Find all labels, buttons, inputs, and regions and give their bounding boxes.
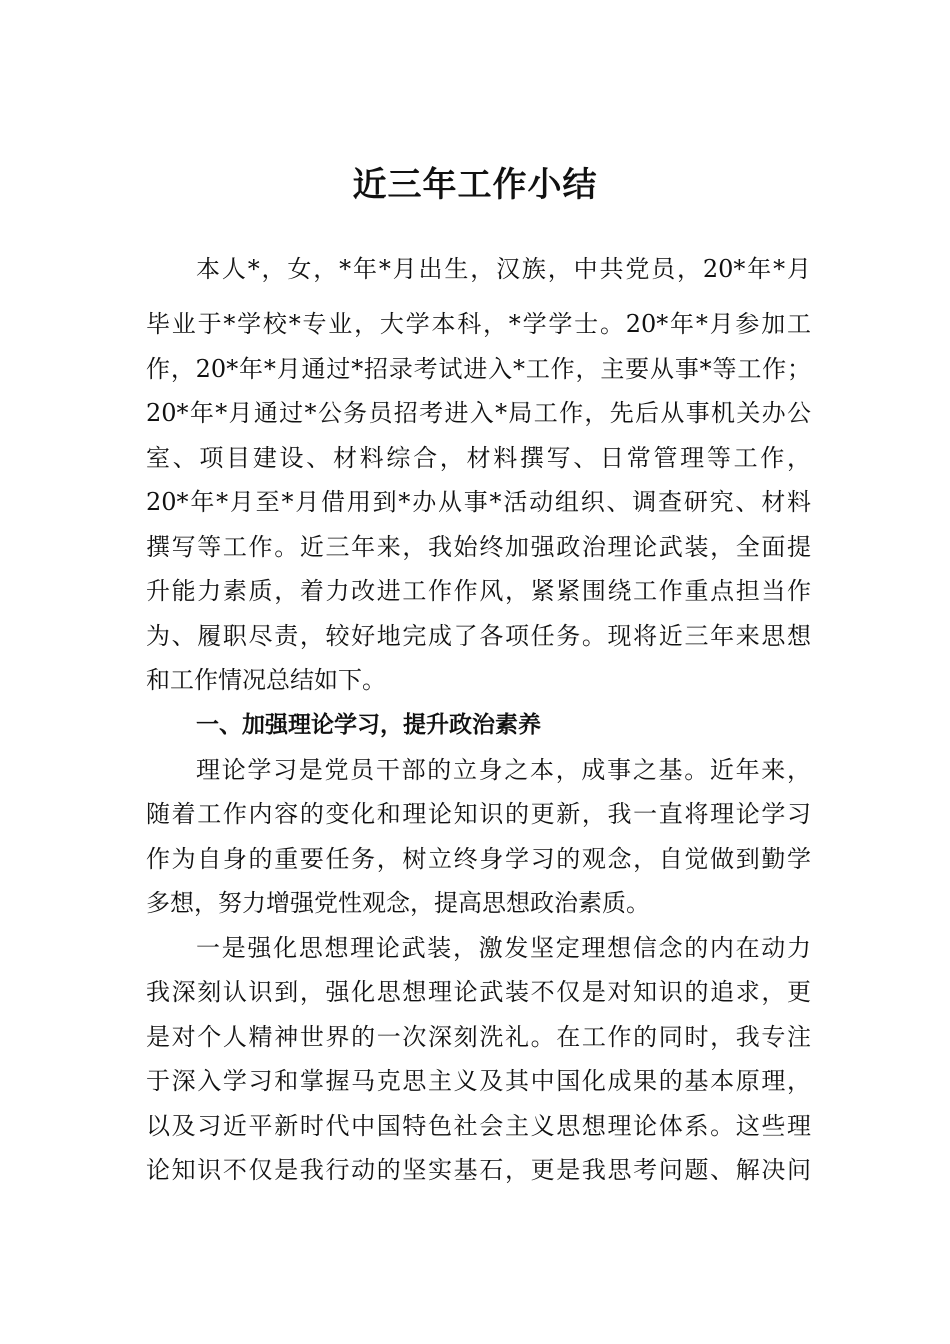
paragraph-line: 随着工作内容的变化和理论知识的更新，我一直将理论学习: [146, 800, 811, 828]
paragraph-line: 于深入学习和掌握马克思主义及其中国化成果的基本原理，: [146, 1067, 811, 1095]
paragraph-line: 论知识不仅是我行动的坚实基石，更是我思考问题、解决问: [146, 1156, 811, 1184]
paragraph-line: 20*年*月通过*公务员招考进入*局工作，先后从事机关办公: [146, 399, 811, 427]
paragraph-line: 是对个人精神世界的一次深刻洗礼。在工作的同时，我专注: [146, 1023, 811, 1051]
paragraph-line: 理论学习是党员干部的立身之本，成事之基。近年来，: [196, 756, 811, 784]
paragraph-line: 多想，努力增强党性观念，提高思想政治素质。: [146, 889, 650, 917]
paragraph-line: 和工作情况总结如下。: [146, 666, 386, 694]
section-heading: 一、加强理论学习，提升政治素养: [196, 712, 541, 738]
paragraph-line: 一是强化思想理论武装，激发坚定理想信念的内在动力: [196, 934, 811, 962]
paragraph-line: 室、项目建设、材料综合，材料撰写、日常管理等工作，: [146, 444, 811, 472]
paragraph-line: 以及习近平新时代中国特色社会主义思想理论体系。这些理: [146, 1112, 811, 1140]
paragraph-line: 20*年*月至*月借用到*办从事*活动组织、调查研究、材料: [146, 488, 811, 516]
paragraph-line: 撰写等工作。近三年来，我始终加强政治理论武装，全面提: [146, 533, 811, 561]
paragraph-line: 升能力素质，着力改进工作作风，紧紧围绕工作重点担当作: [146, 577, 811, 605]
paragraph-line: 作，20*年*月通过*招录考试进入*工作，主要从事*等工作；: [146, 355, 811, 383]
paragraph-line: 作为自身的重要任务，树立终身学习的观念，自觉做到勤学: [146, 845, 811, 873]
document-title: 近三年工作小结: [352, 165, 598, 205]
paragraph-line: 我深刻认识到，强化思想理论武装不仅是对知识的追求，更: [146, 978, 811, 1006]
paragraph-line: 为、履职尽责，较好地完成了各项任务。现将近三年来思想: [146, 622, 811, 650]
paragraph-line: 本人*，女，*年*月出生，汉族，中共党员，20*年*月: [196, 255, 811, 283]
paragraph-line: 毕业于*学校*专业，大学本科，*学学士。20*年*月参加工: [146, 310, 811, 338]
